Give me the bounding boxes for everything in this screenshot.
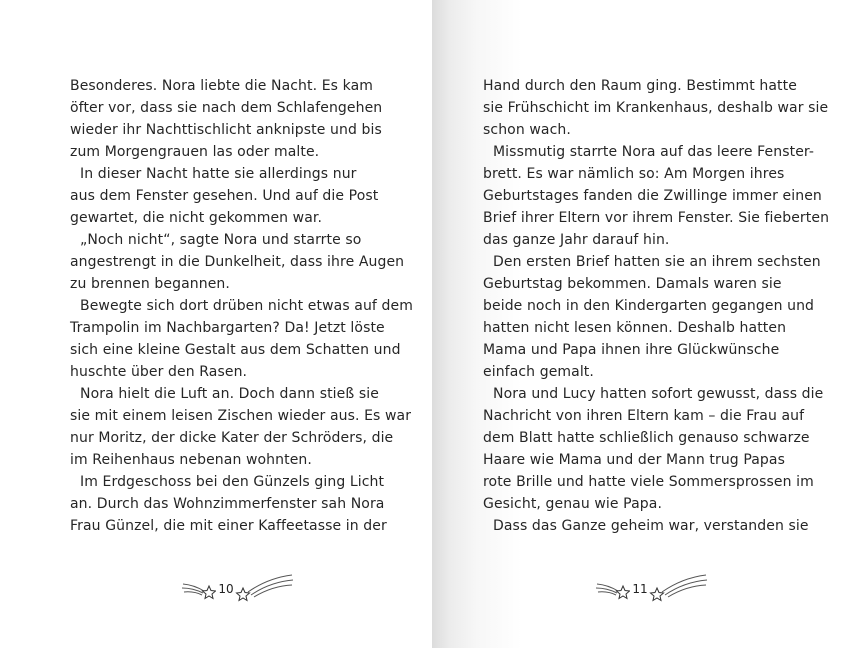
text-line: Trampolin im Nachbargarten? Da! Jetzt löste <box>70 320 385 336</box>
text-line: Hand durch den Raum ging. Bestimmt hatte <box>483 78 797 94</box>
text-line: nur Moritz, der dicke Kater der Schröders, die <box>70 430 394 446</box>
right-page-text <box>483 75 830 537</box>
shooting-star-icon <box>594 578 630 602</box>
text-line: das ganze Jahr darauf hin. <box>483 232 670 248</box>
text-line: aus dem Fenster gesehen. Und auf die Post <box>70 188 379 204</box>
text-line: „Noch nicht“, sagte Nora und starrte so <box>80 232 362 248</box>
text-line: Nachricht von ihren Eltern kam – die Frau auf <box>483 408 805 424</box>
page-number: 10 <box>218 582 234 596</box>
text-line: In dieser Nacht hatte sie allerdings nur <box>80 166 357 182</box>
text-line: wieder ihr Nachttischlicht anknipste und bis <box>70 122 382 138</box>
left-page-text <box>70 75 413 537</box>
text-line: huschte über den Rasen. <box>70 364 248 380</box>
left-folio <box>180 575 300 607</box>
text-line: sich eine kleine Gestalt aus dem Schatten und <box>70 342 401 358</box>
text-line: schon wach. <box>483 122 571 138</box>
page-number: 11 <box>632 582 648 596</box>
text-line: einfach gemalt. <box>483 364 594 380</box>
shooting-star-icon <box>234 572 296 602</box>
text-line: Im Erdgeschoss bei den Günzels ging Licht <box>80 474 385 490</box>
text-line: an. Durch das Wohnzimmerfenster sah Nora <box>70 496 385 512</box>
text-line: hatten nicht lesen können. Deshalb hatten <box>483 320 787 336</box>
text-line: sie Frühschicht im Krankenhaus, deshalb war sie <box>483 100 829 116</box>
text-line: Missmutig starrte Nora auf das leere Fenster- <box>493 144 815 160</box>
text-line: Gesicht, genau wie Papa. <box>483 496 662 512</box>
text-line: zum Morgengrauen las oder malte. <box>70 144 320 160</box>
shooting-star-icon <box>180 578 216 602</box>
text-line: Dass das Ganze geheim war, verstanden sie <box>493 518 809 534</box>
text-line: dem Blatt hatte schließlich genauso schwarze <box>483 430 810 446</box>
text-line: Mama und Papa ihnen ihre Glückwünsche <box>483 342 780 358</box>
text-line: Nora und Lucy hatten sofort gewusst, dass die <box>493 386 824 402</box>
text-line: Haare wie Mama und der Mann trug Papas <box>483 452 785 468</box>
right-page <box>432 0 864 648</box>
text-line: Frau Günzel, die mit einer Kaffeetasse in der <box>70 518 387 534</box>
text-line: Bewegte sich dort drüben nicht etwas auf dem <box>80 298 413 314</box>
text-line: im Reihenhaus nebenan wohnten. <box>70 452 312 468</box>
text-line: Besonderes. Nora liebte die Nacht. Es kam <box>70 78 373 94</box>
text-line: Geburtstages fanden die Zwillinge immer einen <box>483 188 822 204</box>
text-line: öfter vor, dass sie nach dem Schlafengehen <box>70 100 383 116</box>
text-line: brett. Es war nämlich so: Am Morgen ihres <box>483 166 785 182</box>
text-line: Brief ihrer Eltern vor ihrem Fenster. Sie fieberten <box>483 210 830 226</box>
text-line: zu brennen begannen. <box>70 276 230 292</box>
text-line: Geburtstag bekommen. Damals waren sie <box>483 276 782 292</box>
text-line: angestrengt in die Dunkelheit, dass ihre Augen <box>70 254 405 270</box>
text-line: Den ersten Brief hatten sie an ihrem sechsten <box>493 254 821 270</box>
text-line: beide noch in den Kindergarten gegangen und <box>483 298 815 314</box>
text-line: sie mit einem leisen Zischen wieder aus. Es war <box>70 408 412 424</box>
text-line: rote Brille und hatte viele Sommersprossen im <box>483 474 814 490</box>
shooting-star-icon <box>648 572 710 602</box>
text-line: Nora hielt die Luft an. Doch dann stieß sie <box>80 386 379 402</box>
text-line: gewartet, die nicht gekommen war. <box>70 210 323 226</box>
right-folio <box>594 575 714 607</box>
